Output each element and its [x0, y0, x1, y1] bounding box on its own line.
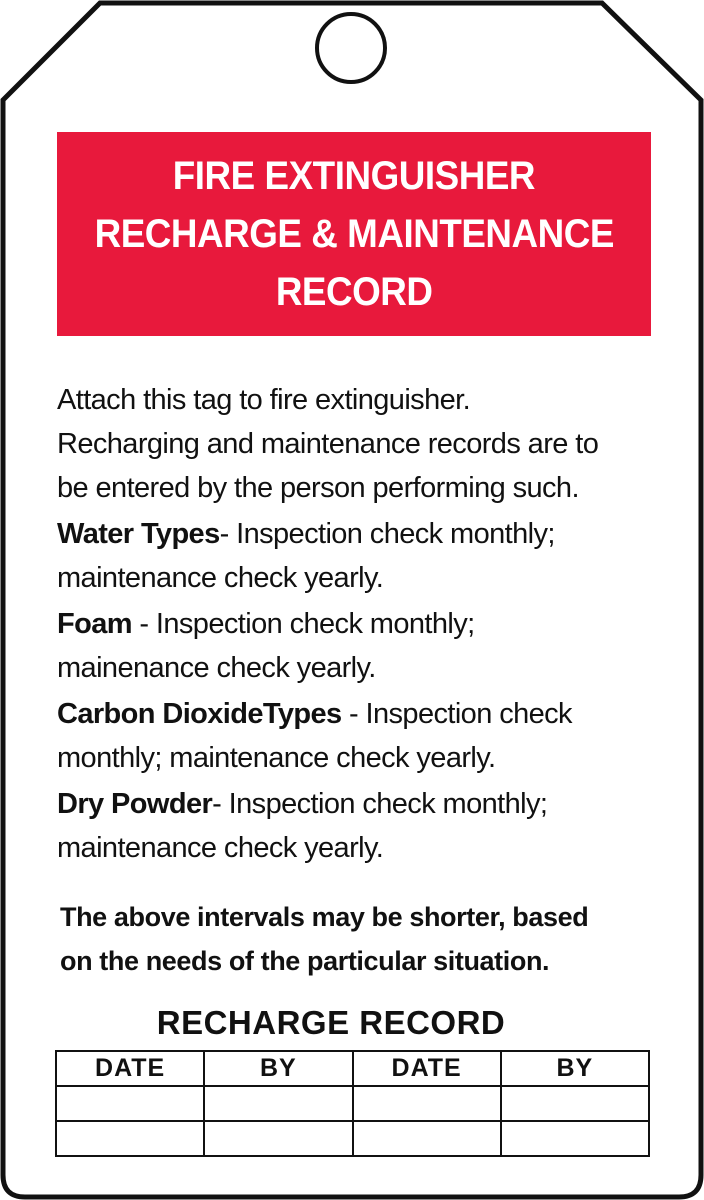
table-row [56, 1086, 649, 1121]
table-cell [204, 1121, 352, 1156]
intro-line: Recharging and maintenance records are to [57, 428, 599, 460]
type-name: Dry Powder [57, 788, 213, 820]
interval-note [60, 895, 660, 983]
header-line-2: RECHARGE & MAINTENANCE [94, 212, 614, 256]
intro-line: be entered by the person performing such. [57, 472, 579, 504]
column-header-date: DATE [353, 1051, 501, 1086]
type-water [57, 512, 657, 600]
table-row [56, 1121, 649, 1156]
table-header-row [56, 1051, 649, 1086]
type-carbon-dioxide [57, 692, 657, 780]
type-detail: - Inspection check monthly; [212, 788, 548, 820]
column-header-date: DATE [56, 1051, 204, 1086]
table-cell [501, 1121, 649, 1156]
type-detail-line2: maintenance check yearly. [57, 562, 384, 594]
header-band [57, 132, 651, 336]
table-cell [56, 1121, 204, 1156]
type-name: Carbon DioxideTypes [57, 698, 342, 730]
column-header-by: BY [501, 1051, 649, 1086]
table-cell [56, 1086, 204, 1121]
type-detail-line2: mainenance check yearly. [57, 652, 376, 684]
table-cell [501, 1086, 649, 1121]
recharge-record-title: RECHARGE RECORD [156, 1004, 506, 1041]
intro-line: Attach this tag to fire extinguisher. [57, 384, 471, 416]
type-foam [57, 602, 657, 690]
table-cell [353, 1121, 501, 1156]
table-cell [204, 1086, 352, 1121]
recharge-record-table [55, 1050, 650, 1157]
instructions [57, 378, 657, 870]
type-dry-powder [57, 782, 657, 870]
column-header-by: BY [204, 1051, 352, 1086]
note-line: The above intervals may be shorter, based [60, 902, 589, 932]
type-detail: - Inspection check [341, 698, 572, 730]
eyelet-hole [317, 14, 385, 82]
type-detail-line2: monthly; maintenance check yearly. [57, 742, 496, 774]
table-cell [353, 1086, 501, 1121]
type-detail: - Inspection check monthly; [131, 608, 475, 640]
type-name: Foam [57, 608, 132, 640]
header-line-1: FIRE EXTINGUISHER [172, 154, 536, 198]
type-name: Water Types [57, 518, 220, 550]
header-line-3: RECORD [275, 270, 433, 314]
note-line: on the needs of the particular situation. [60, 946, 550, 976]
type-detail: - Inspection check monthly; [219, 518, 555, 550]
intro-paragraph [57, 378, 657, 510]
type-detail-line2: maintenance check yearly. [57, 832, 384, 864]
